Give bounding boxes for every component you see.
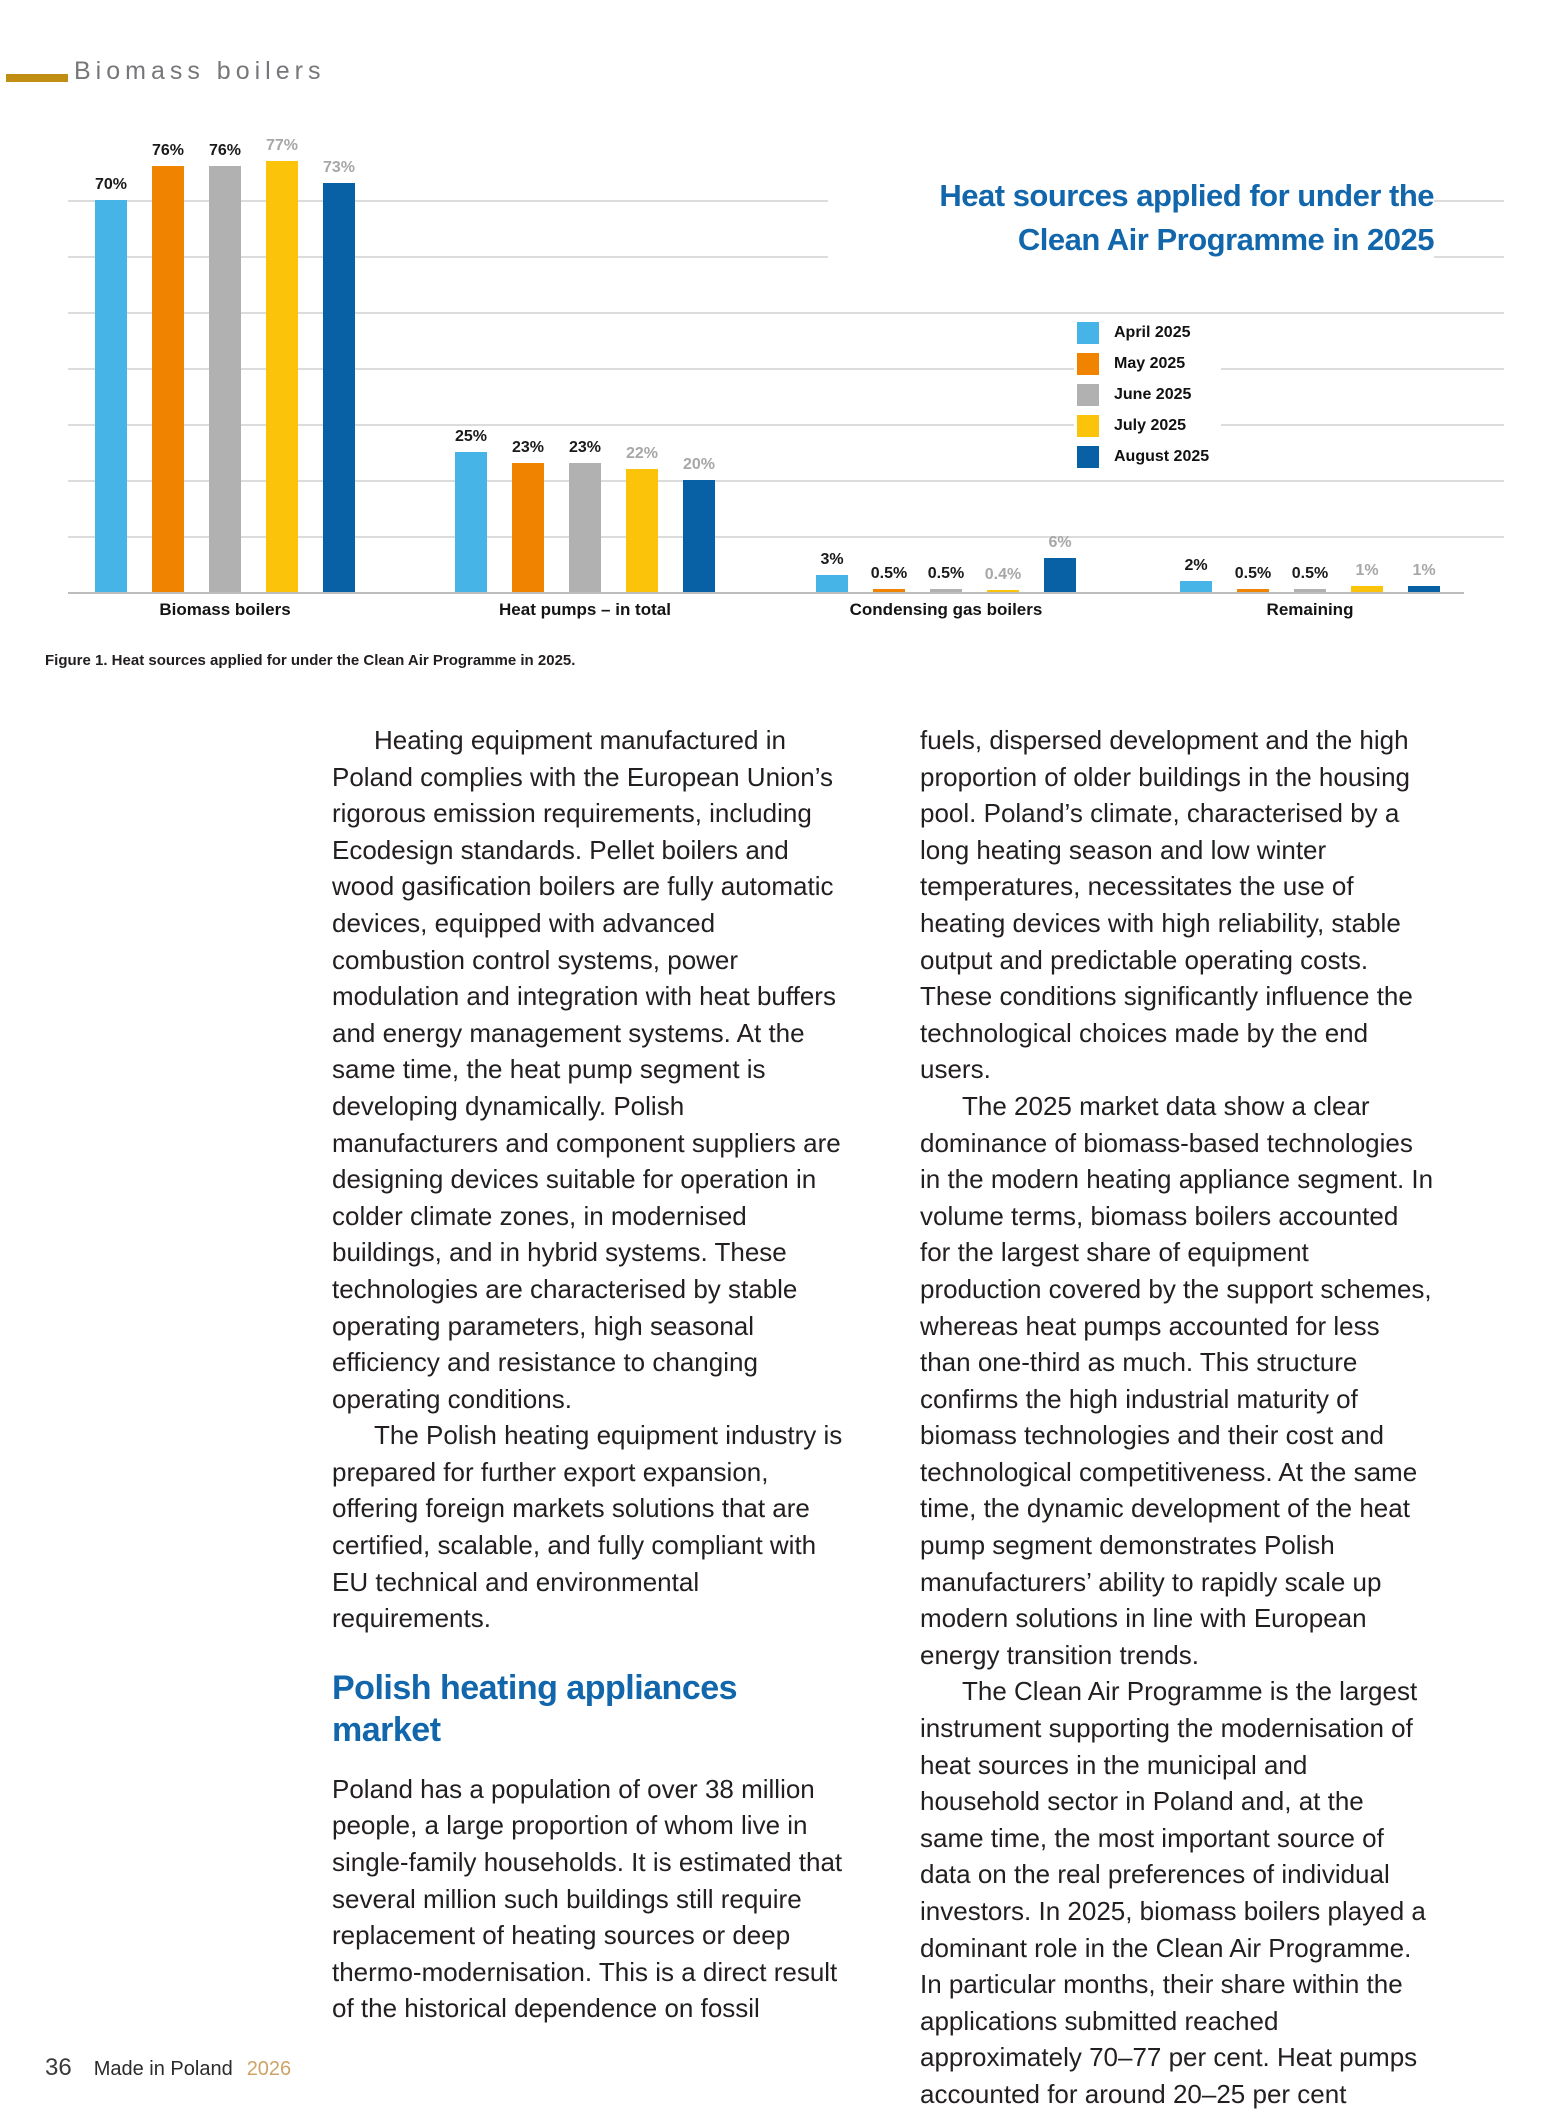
- bar-july-2025: [626, 469, 658, 592]
- bar-value-label: 6%: [1048, 534, 1072, 552]
- category-label: Condensing gas boilers: [849, 600, 1043, 619]
- body-paragraph: Poland has a population of over 38 million people, a large proportion of whom live in single-family households. It is estimated that several million such buildings still require replacement of heating sources or deep thermo-modernisation. This is a direct result of the historical dependence on fossil: [332, 1773, 843, 2024]
- legend-swatch: [1077, 384, 1099, 406]
- article-heading: Polish heating appliances market: [332, 1668, 738, 1749]
- legend-item: [1077, 441, 1209, 472]
- bar-july-2025: [987, 590, 1019, 592]
- bar-august-2025: [683, 480, 715, 592]
- bar-july-2025: [266, 161, 298, 592]
- bar-value-label: 0.5%: [927, 565, 965, 583]
- bar-value-label: 23%: [511, 439, 545, 457]
- article-column-right: [920, 722, 1434, 2113]
- body-paragraph: fuels, dispersed development and the high proportion of older buildings in the housing pool. Poland’s climate, characterised by a long heating season and low winter temperatures, necessitates the use of heating devices with high reliability, stable output and predictable operating costs. These conditions significantly influence the technological choices made by the end users.: [920, 725, 1413, 1085]
- bar-april-2025: [455, 452, 487, 592]
- legend-label: April 2025: [1114, 323, 1191, 341]
- chart-title: [828, 174, 1434, 266]
- bar-june-2025: [209, 166, 241, 592]
- legend-item: [1077, 348, 1209, 379]
- bar-july-2025: [1351, 586, 1383, 592]
- legend-label: August 2025: [1114, 447, 1210, 465]
- section-accent-rule: [6, 74, 68, 82]
- bar-value-label: 0.5%: [1234, 565, 1272, 583]
- bar-august-2025: [1408, 586, 1440, 592]
- legend-swatch: [1077, 415, 1099, 437]
- body-paragraph: Heating equipment manufactured in Poland complies with the European Union’s rigorous emission requirements, including Ecodesign standards. Pellet boilers and wood gasification boilers are fully automatic devices, equipped with advanced combustion control systems, power modulation and integration with heat buffers and energy management systems. At the same time, the heat pump segment is developing dynamically. Polish manufacturers and component suppliers are designing devices suitable for operation in colder climate zones, in modernised buildings, and in hybrid systems. These technologies are characterised by stable operating parameters, high seasonal efficiency and resistance to changing operating conditions.: [332, 725, 841, 1414]
- bar-august-2025: [1044, 558, 1076, 592]
- page-number: 36: [45, 2054, 72, 2081]
- bar-august-2025: [323, 183, 355, 592]
- publication-name: Made in Poland: [93, 2058, 233, 2080]
- bar-value-label: 1%: [1412, 562, 1436, 580]
- bar-value-label: 2%: [1184, 556, 1208, 574]
- bar-april-2025: [95, 200, 127, 592]
- body-paragraph: The Clean Air Programme is the largest instrument supporting the modernisation of heat sources in the municipal and household sector in Poland and, at the same time, the most important source of data on the real preferences of individual investors. In 2025, biomass boilers played a dominant role in the Clean Air Programme. In particular months, their share within the applications submitted reached approximately 70–77 per cent. Heat pumps accounted for around 20–25 per cent: [920, 1676, 1426, 2109]
- body-paragraph: The Polish heating equipment industry is prepared for further export expansion, offering foreign markets solutions that are certified, scalable, and fully compliant with EU technical and environmental requirements.: [332, 1420, 843, 1634]
- page-footer: [45, 2054, 291, 2082]
- bar-value-label: 20%: [682, 456, 716, 473]
- legend-label: May 2025: [1114, 354, 1186, 372]
- bar-value-label: 73%: [322, 159, 356, 177]
- bar-value-label: 0.4%: [984, 565, 1022, 583]
- legend-item: [1077, 379, 1209, 410]
- publication-year: 2026: [246, 2058, 292, 2080]
- bar-may-2025: [873, 589, 905, 592]
- category-label: Heat pumps – in total: [499, 600, 671, 619]
- bar-value-label: 77%: [265, 136, 299, 154]
- bar-value-label: 70%: [94, 176, 128, 193]
- bar-value-label: 23%: [568, 439, 602, 457]
- bar-may-2025: [512, 463, 544, 592]
- bar-june-2025: [930, 589, 962, 592]
- bar-value-label: 25%: [454, 428, 488, 445]
- legend-swatch: [1077, 322, 1099, 344]
- bar-value-label: 0.5%: [870, 565, 908, 583]
- article-column-left: [332, 722, 846, 2027]
- legend-swatch: [1077, 353, 1099, 375]
- chart-x-axis: [68, 592, 1464, 594]
- legend-item: [1077, 410, 1209, 441]
- bar-value-label: 0.5%: [1291, 565, 1329, 583]
- section-title: Biomass boilers: [74, 57, 326, 85]
- figure-caption: Figure 1. Heat sources applied for under the Clean Air Programme in 2025.: [45, 652, 576, 669]
- category-label: Remaining: [1266, 600, 1354, 619]
- chart-legend: [1074, 314, 1221, 475]
- legend-item: [1077, 317, 1209, 348]
- legend-label: June 2025: [1114, 385, 1192, 403]
- bar-april-2025: [1180, 581, 1212, 592]
- bar-value-label: 3%: [820, 551, 844, 569]
- chart-title-line2: Clean Air Programme in 2025: [1017, 222, 1434, 257]
- bar-june-2025: [1294, 589, 1326, 592]
- bar-value-label: 76%: [208, 142, 242, 160]
- legend-label: July 2025: [1114, 416, 1187, 434]
- legend-swatch: [1077, 446, 1099, 468]
- bar-june-2025: [569, 463, 601, 592]
- body-paragraph: The 2025 market data show a clear dominance of biomass-based technologies in the modern heating appliance segment. In volume terms, biomass boilers accounted for the largest share of equipment production covered by the support schemes, whereas heat pumps accounted for less than one-third as much. This structure confirms the high industrial maturity of biomass technologies and their cost and technological competitiveness. At the same time, the dynamic development of the heat pump segment demonstrates Polish manufacturers’ ability to rapidly scale up modern solutions in line with European energy transition trends.: [920, 1090, 1434, 1670]
- bar-value-label: 1%: [1355, 562, 1379, 580]
- bar-value-label: 76%: [151, 142, 185, 160]
- category-label: Biomass boilers: [159, 600, 291, 619]
- chart-title-line1: Heat sources applied for under the: [939, 178, 1434, 213]
- bar-value-label: 22%: [625, 444, 659, 462]
- bar-april-2025: [816, 575, 848, 592]
- bar-may-2025: [152, 166, 184, 592]
- bar-may-2025: [1237, 589, 1269, 592]
